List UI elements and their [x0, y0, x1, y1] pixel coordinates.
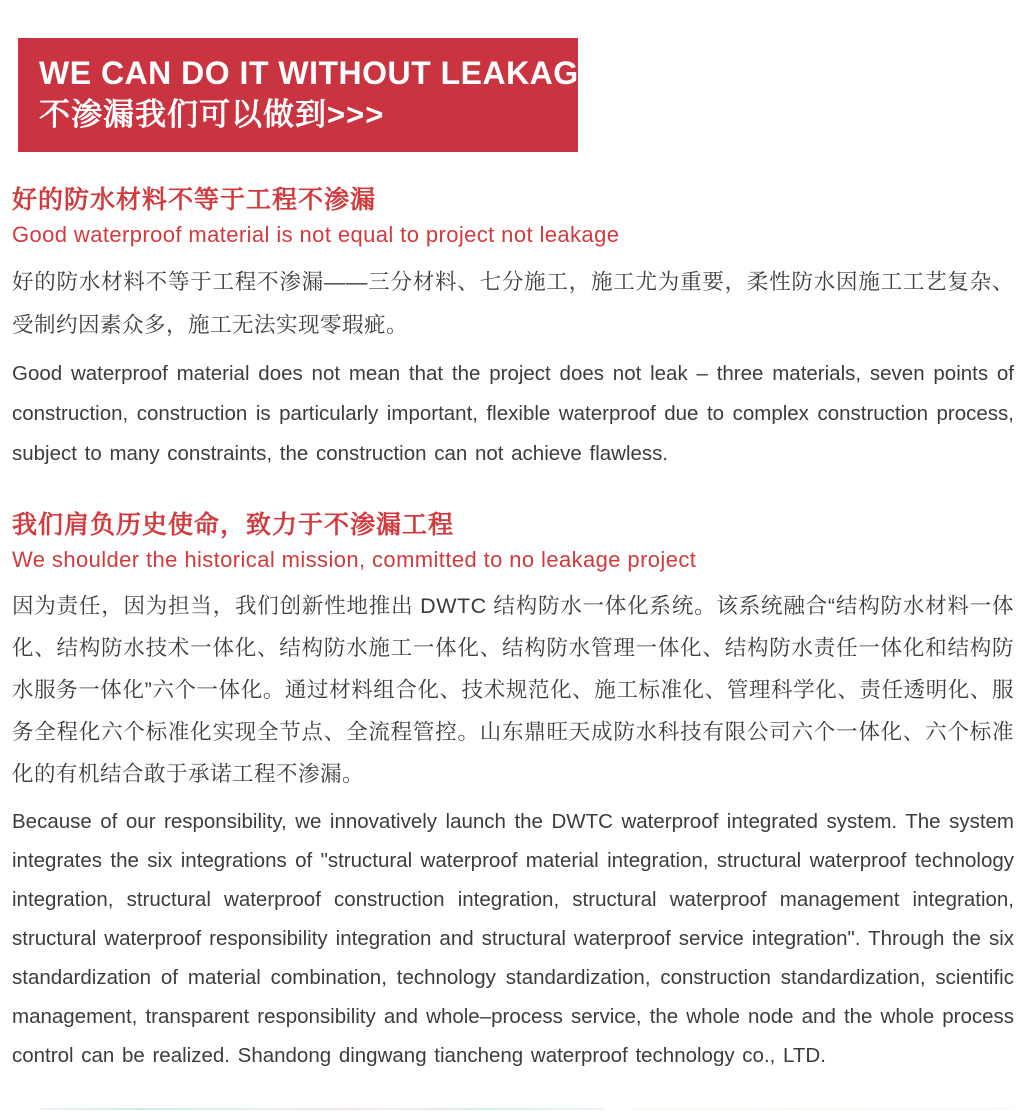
section-2-paragraph-en: Because of our responsibility, we innovatively launch the DWTC waterproof integrated system. The system integrates the six integrations of "structural waterproof material integration, structural waterproof technology integration, structural waterproof construction integration, structural waterproof management integration, structural waterproof responsibility integration and structural waterproof service integration". Through the six standardization of material combination, technology standardization, construction standardization, scientific management, transparent responsibility and whole–process service, the whole node and the whole process control can be realized. Shandong dingwang tiancheng waterproof technology co., LTD. [12, 809, 1014, 1067]
section-2-paragraph-cn: 因为责任，因为担当，我们创新性地推出 DWTC 结构防水一体化系统。该系统融合“结构防水材料一体化、结构防水技术一体化、结构防水施工一体化、结构防水管理一体化、结构防水责任一体化和结构防水服务一体化”六个一体化。通过材料组合化、技术规范化、施工标准化、管理科学化、责任透明化、服务全程化六个标准化实现全节点、全流程管控。山东鼎旺天成防水科技有限公司六个一体化、六个标准化的有机结合敢于承诺工程不渗漏。 [12, 593, 1014, 786]
banner-title-en: WE CAN DO IT WITHOUT LEAKAGE [39, 55, 601, 91]
section-1-paragraph-cn: 好的防水材料不等于工程不渗漏——三分材料、七分施工，施工尤为重要，柔性防水因施工工艺复杂、受制约因素众多，施工无法实现零瑕疵。 [12, 270, 1014, 338]
section-2-heading-cn: 我们肩负历史使命，致力于不渗漏工程 [12, 511, 455, 540]
scan-artifact-line [633, 1108, 1013, 1110]
scan-artifact-line [40, 1108, 605, 1110]
section-1-paragraph-en: Good waterproof material does not mean that the project does not leak – three materials, seven points of construction, construction is particularly important, flexible waterproof due to complex construction process, subject to many constraints, the construction can not achieve flawless. [12, 362, 1014, 466]
section-1-heading-cn: 好的防水材料不等于工程不渗漏 [12, 186, 377, 214]
banner-title-cn: 不渗漏我们可以做到>>> [39, 97, 385, 132]
section-2-heading-en: We shoulder the historical mission, committed to no leakage project [12, 547, 697, 573]
section-1-heading-en: Good waterproof material is not equal to project not leakage [12, 222, 620, 247]
document-page [0, 38, 1026, 1111]
banner [18, 38, 601, 152]
section-mission [12, 510, 1014, 1074]
section-good-material [12, 185, 1014, 474]
